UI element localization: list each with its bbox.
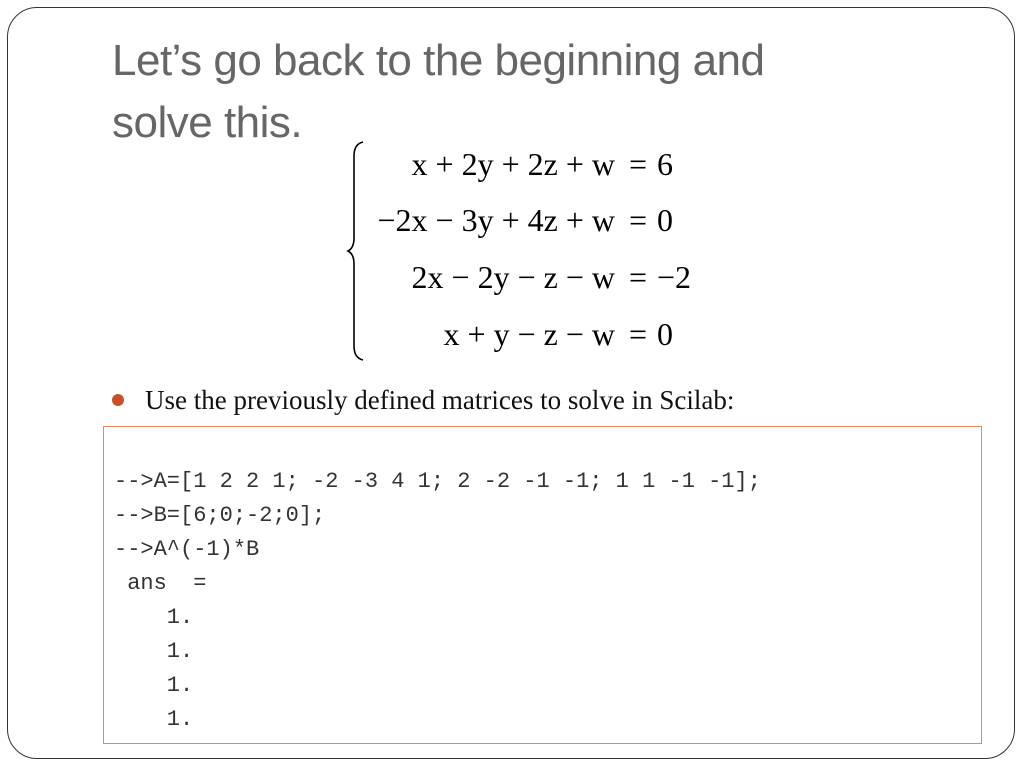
equation-rhs: 6 (657, 146, 673, 182)
equals-sign: = (628, 259, 648, 295)
slide-title-line-2: solve this. (112, 98, 303, 147)
equation-row (367, 310, 711, 366)
console-line: -->A^(-1)*B (114, 537, 260, 562)
slide-title (112, 30, 912, 154)
equation-lhs: x + y − z − w (443, 316, 615, 352)
equation-rhs: 0 (657, 202, 673, 238)
equation-row (367, 253, 711, 309)
equation-lhs: x + 2y + 2z + w (411, 146, 615, 182)
equation-lhs: 2x − 2y − z − w (411, 259, 615, 295)
slide-title-line-1: Let’s go back to the beginning and (112, 36, 765, 85)
equals-sign: = (628, 316, 648, 352)
equals-sign: = (628, 202, 648, 238)
console-line: 1. (114, 639, 194, 664)
equation-rhs: −2 (657, 259, 692, 295)
equation-row (367, 140, 711, 196)
equation-row (367, 196, 711, 252)
equation-system (345, 140, 745, 362)
bullet-icon (112, 394, 124, 406)
equals-sign: = (628, 146, 648, 182)
console-line: -->A=[1 2 2 1; -2 -3 4 1; 2 -2 -1 -1; 1 1 -1 -1]; (114, 469, 761, 494)
left-brace-icon (345, 140, 367, 362)
equation-rhs: 0 (657, 316, 673, 352)
bullet-text: Use the previously defined matrices to solve in Scilab: (145, 385, 735, 415)
console-line: 1. (114, 605, 194, 630)
equation-lhs: −2x − 3y + 4z + w (377, 202, 615, 238)
console-line: ans = (114, 571, 207, 596)
scilab-console-box (103, 426, 982, 744)
console-line: 1. (114, 673, 194, 698)
console-line: 1. (114, 707, 194, 732)
console-line: -->B=[6;0;-2;0]; (114, 503, 326, 528)
